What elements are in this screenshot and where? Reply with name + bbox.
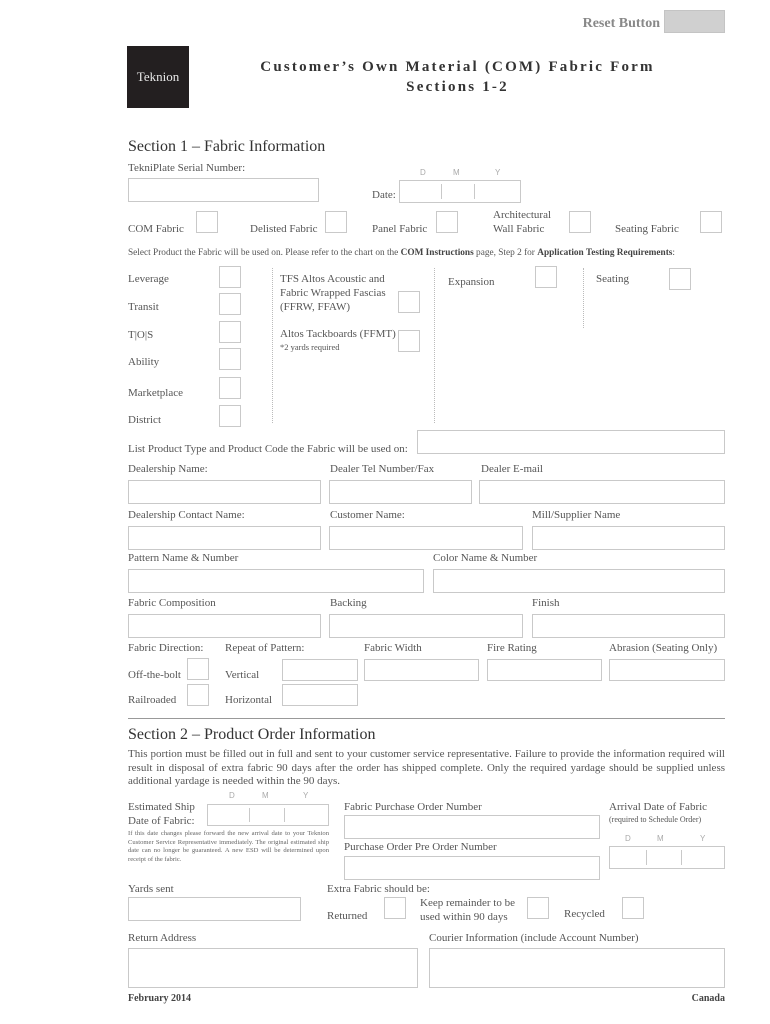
dealer-tel-input[interactable] [329,480,472,504]
dealership-contact-input[interactable] [128,526,321,550]
product-marketplace-checkbox[interactable] [219,377,241,399]
select-product-instruction: Select Product the Fabric will be used on. Please refer to the chart on the COM Instructions page, Step 2 for Application Testing Requirements: [128,248,675,258]
composition-label: Fabric Composition [128,597,216,609]
color-label: Color Name & Number [433,552,538,564]
product-seating-checkbox[interactable] [669,268,691,290]
backing-label: Backing [330,597,367,609]
product-code-input[interactable] [417,430,725,454]
dealership-name-label: Dealership Name: [128,463,208,475]
section1-title: Section 1 – Fabric Information [128,138,326,155]
reset-button-label: Reset Button [582,16,660,31]
composition-input[interactable] [128,614,321,638]
product-marketplace-label: Marketplace [128,387,183,399]
railroaded-checkbox[interactable] [187,684,209,706]
arrival-y-label: Y [700,834,706,843]
repeat-label: Repeat of Pattern: [225,642,305,654]
product-tackboards-label: Altos Tackboards (FFMT) [280,328,396,340]
finish-label: Finish [532,597,560,609]
product-tfs-checkbox[interactable] [398,291,420,313]
backing-input[interactable] [329,614,523,638]
product-tos-label: T|O|S [128,329,154,341]
product-leverage-checkbox[interactable] [219,266,241,288]
abrasion-label: Abrasion (Seating Only) [609,642,718,654]
est-ship-date-input[interactable] [207,804,329,826]
returned-label: Returned [327,910,368,922]
return-address-input[interactable] [128,948,418,988]
customer-name-label: Customer Name: [330,509,405,521]
form-title [190,57,725,97]
section2-title: Section 2 – Product Order Information [128,726,376,743]
product-ability-label: Ability [128,356,160,368]
ship-date-m-label: M [262,791,269,800]
com-fabric-checkbox[interactable] [196,211,218,233]
section2-paragraph: This portion must be filled out in full and sent to your customer service representative. Failure to provide the information required will result in disposal of extra fabric 90 days after the order has shipped complete. Only the required yardage should be supplied unless additional yardage is needed within the 90 days. [128,748,725,787]
delisted-fabric-label: Delisted Fabric [250,223,318,235]
arch-wall-checkbox[interactable] [569,211,591,233]
arrival-date-label: Arrival Date of Fabric [609,801,708,813]
footer-country: Canada [691,993,725,1004]
abrasion-input[interactable] [609,659,725,681]
product-tfs-label-1: TFS Altos Acoustic and [280,273,385,285]
logo-text: Teknion [136,69,180,84]
panel-fabric-label: Panel Fabric [372,223,428,235]
product-transit-label: Transit [128,301,159,313]
arrival-d-label: D [625,834,631,843]
delisted-fabric-checkbox[interactable] [325,211,347,233]
arch-wall-label-2: Wall Fabric [493,223,545,235]
tackboards-note: *2 yards required [280,342,340,352]
ship-date-note: If this date changes please forward the new arrival date to your Teknion Customer Service Representative immediately. The original estimated ship date can no longer be guaranteed. A new ESD will be determined upon receipt of the fabric. [128,830,329,863]
date-label: Date: [372,189,396,201]
po-pre-order-label: Purchase Order Pre Order Number [344,841,497,853]
date-y-label: Y [495,168,501,177]
serial-label: TekniPlate Serial Number: [128,162,246,174]
product-tos-checkbox[interactable] [219,321,241,343]
date-m-label: M [453,168,460,177]
po-pre-order-input[interactable] [344,856,600,880]
product-tackboards-checkbox[interactable] [398,330,420,352]
keep-label-1: Keep remainder to be [420,897,515,909]
column-divider [272,268,273,423]
courier-label: Courier Information (include Account Number) [429,932,639,944]
product-leverage-label: Leverage [128,273,169,285]
horizontal-input[interactable] [282,684,358,706]
arch-wall-label-1: Architectural [493,209,552,221]
vertical-label: Vertical [225,669,260,681]
product-seating-label: Seating [596,273,629,285]
dealer-tel-label: Dealer Tel Number/Fax [330,463,435,475]
list-product-label: List Product Type and Product Code the Fabric will be used on: [128,443,408,455]
form-title-line2: Sections 1-2 [406,79,509,95]
com-fabric-label: COM Fabric [128,223,184,235]
mill-supplier-label: Mill/Supplier Name [532,509,621,521]
serial-input[interactable] [128,178,319,202]
fabric-po-input[interactable] [344,815,600,839]
est-ship-label-2: Date of Fabric: [128,815,195,827]
returned-checkbox[interactable] [384,897,406,919]
product-transit-checkbox[interactable] [219,293,241,315]
arrival-date-input[interactable] [609,846,725,869]
product-district-label: District [128,414,161,426]
product-ability-checkbox[interactable] [219,348,241,370]
yards-sent-input[interactable] [128,897,301,921]
fire-rating-input[interactable] [487,659,602,681]
yards-sent-label: Yards sent [128,883,174,895]
fire-rating-label: Fire Rating [487,642,537,654]
pattern-label: Pattern Name & Number [128,552,239,564]
railroaded-label: Railroaded [128,694,177,706]
dealership-contact-label: Dealership Contact Name: [128,509,245,521]
pattern-input[interactable] [128,569,424,593]
panel-fabric-checkbox[interactable] [436,211,458,233]
width-label: Fabric Width [364,642,422,654]
customer-name-input[interactable] [329,526,523,550]
footer-date: February 2014 [128,993,192,1004]
product-expansion-checkbox[interactable] [535,266,557,288]
keep-label-2: used within 90 days [420,911,508,923]
courier-input[interactable] [429,948,725,988]
ship-date-y-label: Y [303,791,309,800]
product-district-checkbox[interactable] [219,405,241,427]
finish-input[interactable] [532,614,725,638]
extra-fabric-label: Extra Fabric should be: [327,883,430,895]
direction-label: Fabric Direction: [128,642,204,654]
ship-date-d-label: D [229,791,235,800]
color-input[interactable] [433,569,725,593]
teknion-logo [127,46,189,108]
reset-button[interactable] [664,10,725,33]
vertical-input[interactable] [282,659,358,681]
section-divider [128,718,725,719]
product-expansion-label: Expansion [448,276,495,288]
est-ship-label-1: Estimated Ship [128,801,195,813]
off-bolt-checkbox[interactable] [187,658,209,680]
recycled-checkbox[interactable] [622,897,644,919]
seating-fabric-checkbox[interactable] [700,211,722,233]
keep-checkbox[interactable] [527,897,549,919]
product-tfs-label-3: (FFRW, FFAW) [280,301,351,313]
fabric-po-label: Fabric Purchase Order Number [344,801,482,813]
mill-supplier-input[interactable] [532,526,725,550]
off-bolt-label: Off-the-bolt [128,669,181,681]
seating-fabric-label: Seating Fabric [615,223,679,235]
recycled-label: Recycled [564,908,605,920]
arrival-date-note: (required to Schedule Order) [609,815,702,824]
column-divider [583,268,584,328]
column-divider [434,268,435,423]
product-tfs-label-2: Fabric Wrapped Fascias [280,287,386,299]
date-input[interactable] [399,180,521,203]
horizontal-label: Horizontal [225,694,273,706]
fabric-width-input[interactable] [364,659,479,681]
arrival-m-label: M [657,834,664,843]
date-d-label: D [420,168,426,177]
form-title-line1: Customer’s Own Material (COM) Fabric Form [260,59,655,75]
dealer-email-input[interactable] [479,480,725,504]
return-address-label: Return Address [128,932,197,944]
dealership-name-input[interactable] [128,480,321,504]
dealer-email-label: Dealer E-mail [481,463,543,475]
